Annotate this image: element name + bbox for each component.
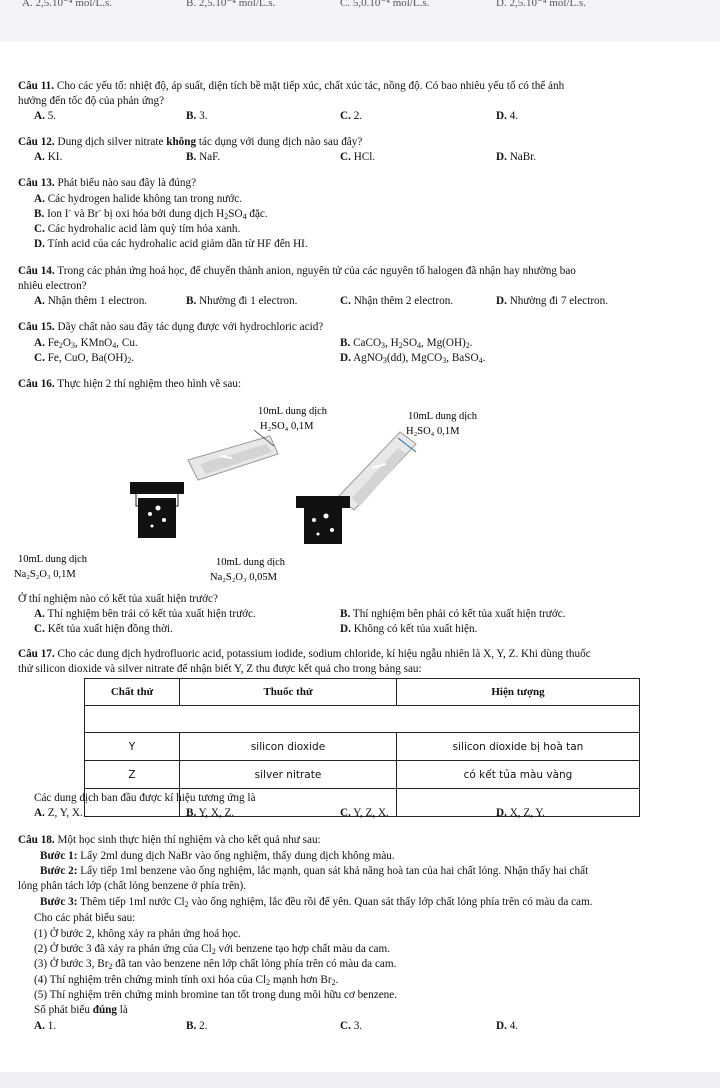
q17-stem-cont: thử silicon dioxide và silver nitrate để nhận biết Y, Z thu được kết quả cho trong bảng sau: [18, 663, 422, 675]
q14-option-a[interactable]: A. Nhận thêm 1 electron. [34, 295, 148, 307]
left-test-tube [188, 430, 278, 480]
q13-option-b[interactable]: B. Ion I- và Br- bị oxi hóa bởi dung dịch $H_2SO_4$ đặc. [34, 206, 268, 221]
q16-option-b[interactable]: B. Thí nghiệm bên phải có kết tủa xuất hiện trước. [340, 608, 566, 620]
q14-option-b[interactable]: B. Nhường đi 1 electron. [186, 295, 298, 307]
fig-right-bottom-label-2: Na₂S₂O₃ 0,05M [210, 572, 277, 583]
table-cell: có kết tủa màu vàng [397, 761, 640, 789]
q17-option-b[interactable]: B. Y, X, Z. [186, 807, 235, 819]
q18-option-d[interactable]: D. 4. [496, 1020, 519, 1032]
table-header-cell: Hiện tượng [397, 679, 640, 706]
prev-option-a: A. 2,5.10⁻⁴ mol/L.s. [22, 0, 113, 9]
fig-right-top-label-1: 10mL dung dịch [408, 411, 478, 422]
previous-page-strip [0, 0, 720, 40]
q18-option-b[interactable]: B. 2. [186, 1020, 208, 1032]
prev-option-c: C. 5,0.10⁻⁴ mol/L.s. [340, 0, 430, 9]
table-header-cell: Thuốc thử [180, 679, 397, 706]
q12-option-c[interactable]: C. HCl. [340, 151, 376, 163]
right-flask-mouth [296, 496, 350, 508]
q18-option-c[interactable]: C. 3. [340, 1020, 363, 1032]
q18-statement-1: (1) Ở bước 2, không xảy ra phản ứng hoá học. [34, 928, 241, 940]
right-flask-body [304, 508, 342, 544]
q16-question: Ở thí nghiệm nào có kết tủa xuất hiện trước? [18, 593, 218, 605]
q13-option-c[interactable]: C. Các hydrohalic acid làm quỳ tím hóa xanh. [34, 223, 241, 235]
q13-option-d[interactable]: D. Tính acid của các hydrohalic acid giảm dần từ HF đến HI. [34, 238, 308, 250]
q18-stem: Câu 18. Một học sinh thực hiện thí nghiệm và cho kết quả như sau: [18, 834, 321, 846]
q11-stem: Câu 11. Cho các yếu tố: nhiệt độ, áp suất, diện tích bề mặt tiếp xúc, chất xúc tác, nồng độ. Có bao nhiêu yếu tố có thể ảnh [18, 80, 565, 92]
q12-option-d[interactable]: D. NaBr. [496, 151, 537, 163]
q14-option-c[interactable]: C. Nhận thêm 2 electron. [340, 295, 454, 307]
q11-option-b[interactable]: B. 3. [186, 110, 208, 122]
q14-stem: Câu 14. Trong các phản ứng hoá học, để chuyển thành anion, nguyên tử của các nguyên tố halogen đã nhận hay nhường bao [18, 265, 576, 277]
fig-right-top-label-2: H₂SO₄ 0,1M [406, 426, 460, 437]
table-header-row [85, 679, 640, 706]
q13-stem: Câu 13. Phát biểu nào sau đây là đúng? [18, 177, 197, 189]
fig-left-top-label-1: 10mL dung dịch [258, 406, 328, 417]
q11-option-c[interactable]: C. 2. [340, 110, 363, 122]
q12-option-b[interactable]: B. NaF. [186, 151, 221, 163]
table-cell: Z [85, 761, 180, 789]
q18-statement-4: (4) Thí nghiệm trên chứng minh tính oxi hóa của $Cl_2$ mạnh hơn $Br_2$. [34, 974, 339, 987]
q17-option-c[interactable]: C. Y, Z, X. [340, 807, 389, 819]
table-cell: silicon dioxide bị hoà tan [397, 733, 640, 761]
fig-left-top-label-2: H₂SO₄ 0,1M [260, 421, 314, 432]
q16-option-a[interactable]: A. Thí nghiệm bên trái có kết tủa xuất hiện trước. [34, 608, 256, 620]
q11-option-d[interactable]: D. 4. [496, 110, 519, 122]
page-gap [0, 1072, 720, 1088]
q18-given: Cho các phát biểu sau: [34, 912, 136, 924]
q12-stem: Câu 12. Dung dịch silver nitrate không tác dụng với dung dịch nào sau đây? [18, 136, 363, 148]
q18-step-2: Bước 2: Lấy tiếp 1ml benzene vào ống nghiệm, lắc mạnh, quan sát khả năng hoà tan của hai chất lỏng. Nhận thấy hai chất [40, 865, 589, 877]
q13-option-a[interactable]: A. Các hydrogen halide không tan trong nước. [34, 193, 243, 205]
right-flask [296, 496, 350, 544]
q15-option-d[interactable]: D. AgNO$_3$(dd), MgCO$_3$, BaSO$_4$. [340, 352, 486, 365]
prev-option-b: B. 2,5.10⁻⁴ mol/L.s. [186, 0, 276, 9]
q18-step-1: Bước 1: Lấy 2ml dung dịch NaBr vào ống nghiệm, thấy dung dịch không màu. [40, 850, 395, 862]
q15-option-a[interactable]: A. $Fe_2O_3$, KMnO$_4$, Cu. [34, 337, 138, 350]
q15-option-b[interactable]: B. CaCO$_3$, $H_2SO_4$, $Mg(OH)_2$. [340, 337, 473, 350]
q11-option-a[interactable]: A. 5. [34, 110, 57, 122]
fig-left-bottom-label-1: 10mL dung dịch [18, 554, 88, 565]
q17-option-d[interactable]: D. X, Z, Y. [496, 807, 545, 819]
q17-after: Các dung dịch ban đầu được kí hiệu tương ứng là [34, 792, 256, 804]
q16-option-d[interactable]: D. Không có kết tủa xuất hiện. [340, 623, 478, 635]
table-cell: Y [85, 733, 180, 761]
fig-right-bottom-label-1: 10mL dung dịch [216, 557, 286, 568]
table-cell: silver nitrate [180, 761, 397, 789]
q17-stem: Câu 17. Cho các dung dịch hydrofluoric acid, potassium iodide, sodium chloride, kí hiệu ngẫu nhiên là X, Y, Z. Khi dùng thuốc [18, 648, 591, 660]
q16-stem: Câu 16. Thực hiện 2 thí nghiệm theo hình vẽ sau: [18, 378, 242, 390]
left-flask-body [138, 498, 176, 538]
q18-step-3: Bước 3: Thêm tiếp 1ml nước $Cl_2$ vào ống nghiệm, lắc đều rồi để yên. Quan sát thấy lớp chất lỏng phía trên có màu da cam. [40, 896, 593, 909]
table-header-cell: Chất thử [85, 679, 180, 706]
table-cell: silicon dioxide [180, 733, 397, 761]
left-flask-mouth [130, 482, 184, 494]
table-row [85, 733, 640, 761]
q12-option-a[interactable]: A. KI. [34, 151, 63, 163]
experiment-figure [14, 402, 500, 592]
fig-left-bottom-label-2: Na₂S₂O₃ 0,1M [14, 569, 76, 580]
q18-count-question: Số phát biểu đúng là [34, 1004, 128, 1016]
q15-option-c[interactable]: C. Fe, CuO, $Ba(OH)_2$. [34, 352, 135, 365]
q14-option-d[interactable]: D. Nhường đi 7 electron. [496, 295, 609, 307]
q15-stem: Câu 15. Dãy chất nào sau đây tác dụng được với hydrochloric acid? [18, 321, 324, 333]
q18-statement-2: (2) Ở bước 3 đã xảy ra phản ứng của $Cl_2$ với benzene tạo hợp chất màu da cam. [34, 943, 391, 956]
q17-option-a[interactable]: A. Z, Y, X. [34, 807, 83, 819]
q14-stem-cont: nhiêu electron? [18, 280, 87, 292]
table-row [85, 761, 640, 789]
table-spacer [85, 706, 640, 733]
prev-option-d: D. 2,5.10⁻⁴ mol/L.s. [496, 0, 587, 9]
table-row [85, 706, 640, 733]
q16-option-c[interactable]: C. Kết tủa xuất hiện đồng thời. [34, 623, 173, 635]
q18-statement-3: (3) Ở bước 3, $Br_2$ đã tan vào benzene nên lớp chất lỏng phía trên có màu da cam. [34, 958, 397, 971]
left-flask [130, 482, 184, 538]
q18-step-2-cont: lỏng phân tách lớp (chất lỏng benzene ở phía trên). [18, 880, 247, 892]
q11-stem-cont: hưởng đến tốc độ của phản ứng? [18, 95, 165, 107]
q18-statement-5: (5) Thí nghiệm trên chứng minh bromine tan tốt trong dung môi hữu cơ benzene. [34, 989, 398, 1001]
q18-option-a[interactable]: A. 1. [34, 1020, 57, 1032]
